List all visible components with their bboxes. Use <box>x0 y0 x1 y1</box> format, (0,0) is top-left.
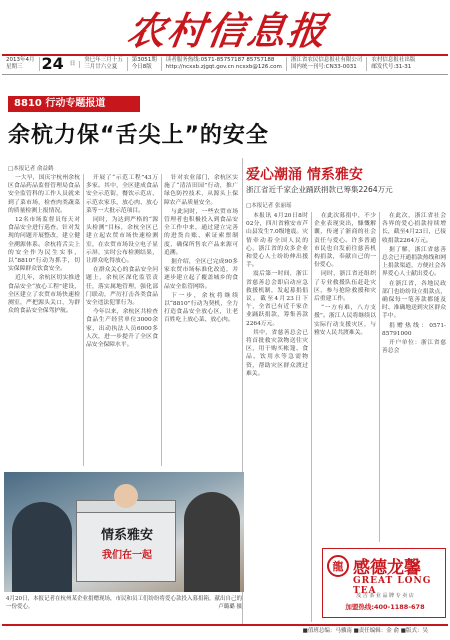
article-paragraph: 本报讯 4月20日8时02分，四川省雅安市芦山县发生7.0级地震。灾情牵动着全国人民的心，浙江省的众多企业和爱心人士纷纷伸出援手。 <box>246 213 308 269</box>
photo-caption <box>6 596 242 611</box>
article-paragraph: 开展了“示范工程”43万多家。其中，全区建成食品安全示范街，餐饮示范店，示范农家乐，放心肉、放心菜等一大批示范项目。 <box>86 175 158 214</box>
date-year-month: 2013年4月 <box>6 57 35 63</box>
article-paragraph: 其中，省慈善总会已将首批救灾款物送往灾区，用于购买帐篷、食品、饮用水等急需物资，帮助灾区群众渡过难关。 <box>246 329 308 377</box>
donation-box-text-2: 我们在一起 <box>102 550 152 561</box>
page-footer: ■值班总编：马骥南 ■责任编辑：金 俞 ■版式：吴 <box>2 624 448 636</box>
page-count: 今日8版 <box>131 64 152 70</box>
photo-person-right <box>184 492 240 592</box>
advertisement[interactable] <box>322 548 446 618</box>
section-bar: 8810 行动专题报道 <box>8 96 140 112</box>
masthead-info-row <box>2 54 448 72</box>
left-story-headline[interactable]: 余杭力保“舌尖上”的安全 <box>8 123 269 148</box>
issue-number: 第3051期 <box>131 57 157 63</box>
news-photo[interactable] <box>4 472 244 592</box>
contact-info <box>162 57 287 71</box>
tea-logo-icon: 龍 <box>327 555 349 577</box>
ad-tagline: 茂 吉 茶 业 品 牌 专 卖 店 <box>356 593 414 599</box>
photo-credit: 卢璐璐 摄 <box>218 603 242 610</box>
cn-number: 国内统一刊号:CN33-0031 <box>290 64 357 70</box>
newspaper-title-text: 农村信息报 <box>124 7 331 53</box>
hotline: 读者服务热线:0571-85757187 85757188 <box>165 57 275 63</box>
right-story-subhead: 浙江省近千家企业踊跃捐款已筹集2264万元 <box>246 185 393 194</box>
publisher: 浙江省农民信息报社有限公司 <box>290 57 363 63</box>
ad-brand-cn: 感德龙馨 <box>353 558 421 578</box>
office-info <box>367 57 419 71</box>
website[interactable]: http://ncxxb.zjgqt.gov.cn ncxxb@126.com <box>165 64 282 70</box>
lunar-line2: 三月廿六立夏 <box>84 64 118 70</box>
article-paragraph: 在此次，浙江省社会各界的爱心捐款持续增长，截至4月23日，已接收捐款2264万元。 <box>382 213 446 244</box>
right-story-col-2 <box>314 212 376 542</box>
ad-brand-en: GREAT LONG TEA <box>353 576 432 596</box>
column-divider <box>311 212 312 622</box>
right-story-byline: □本报记者 张丽瑶 <box>246 203 292 209</box>
article-paragraph: 下一步，余杭将继续以“8810”行动为契机，全力打造食品安全放心区，让老百姓吃上放心菜、放心肉。 <box>164 292 238 324</box>
left-story-col-2 <box>86 174 158 466</box>
article-paragraph: 在浙江省，各地民政部门也纷纷设立捐款点，确保每一笔善款都能及时、准确地送到灾区群众手中。 <box>382 280 446 320</box>
weekday: 星期三 <box>6 64 23 70</box>
donation-box-text-1: 情系雅安 <box>100 528 153 543</box>
postal-code: 邮发代号:31-31 <box>371 64 412 70</box>
article-paragraph: 据了解，浙江省慈善总会已开通捐款热线和网上捐款渠道，方便社会各界爱心人士献出爱心。 <box>382 246 446 278</box>
date-day: 24 <box>41 54 64 73</box>
edition: 农村信息报社出版 <box>371 57 416 63</box>
article-paragraph: 同时，为达到严格的“源头检测”目标，余杭全区已建立起农贸市场快速检测室，在农贸市场设立电子显示屏，实时公布检测结果，让群众吃得放心。 <box>86 217 158 265</box>
article-paragraph: 与此同时，一些农贸市场管理者也积极投入到食品安全工作中来，通过建立完善的进货台账、索证索票制度，确保所售农产品来源可追溯。 <box>164 208 238 256</box>
masthead-divider <box>2 74 448 75</box>
lunar-date <box>80 57 128 71</box>
ad-phone: 加盟热线:400-1188-678 <box>345 603 425 611</box>
column-divider <box>161 174 162 466</box>
photo-hand <box>114 484 138 508</box>
article-paragraph: 震后第一时间，浙江省慈善总会即启动应急救援机制，发起募捐倡议。截至4月23日下午，全省已有近千家企业踊跃捐款，筹集善款2264万元。 <box>246 271 308 327</box>
article-paragraph: 开户单位：浙江省慈善总会 <box>382 340 446 355</box>
article-paragraph: 今年以来，余杭区共检查食品生产经营单位3000余家，出动执法人员6000多人次，进一步提升了全区食品安全保障水平。 <box>86 309 158 349</box>
left-story-byline: □本报记者 俞益鹤 <box>8 166 54 172</box>
publisher-info <box>287 57 368 71</box>
article-paragraph: 据介绍，全区已完成90多家农贸市场标准化改造，并逐步建立起了覆盖城乡的食品安全监管网络。 <box>164 259 238 290</box>
article-paragraph: “一方有难，八方支援”。浙江人民将继续以实际行动支援灾区，与雅安人民共渡难关。 <box>314 305 376 336</box>
issue-info <box>128 57 162 71</box>
article-paragraph: 在此次募捐中，不少企业表现突出，慷慨解囊，传递了浙商的社会责任与爱心。许多普通市民也自发前往慈善机构捐款，奉献自己的一份爱心。 <box>314 213 376 269</box>
masthead <box>0 0 450 74</box>
column-divider <box>379 212 380 542</box>
newspaper-title[interactable] <box>118 4 338 53</box>
article-paragraph: 近几年，余杭区切实推进食品安全“放心工程”建设，全区建立了农贸市场快速检测室，严把源头关口，为群众的食品安全保驾护航。 <box>8 275 80 315</box>
lunar-line1: 癸巳年三月十五 <box>84 57 123 63</box>
article-paragraph: 针对农业部门，余杭区实施了“清洁田园”行动，推广绿色防控技术，从源头上保障农产品质量安全。 <box>164 175 238 206</box>
left-story-col-1 <box>8 174 80 466</box>
day-suffix: 日 <box>66 61 81 68</box>
photo-person-left <box>12 502 72 592</box>
article-paragraph: 12名市场监督员每天对食品安全进行巡查，针对发现的问题开展整改，建立健全溯源体系。余杭将舌尖上的安全作为民生实事，以“8810”行动为抓手，切实保障群众饮食安全。 <box>8 217 80 273</box>
article-paragraph: 捐赠热线：0571-85791000 <box>382 322 446 337</box>
article-paragraph: 同时，浙江省还组织了专业救援队伍赶赴灾区，参与抢险救援和灾后重建工作。 <box>314 271 376 303</box>
right-story-col-3 <box>382 212 446 542</box>
caption-text: 4月20日，本报记者在杭州某企业捐赠现场，市民和员工们纷纷将爱心款投入募捐箱，献出自己的一份爱心。 <box>6 596 243 610</box>
column-divider <box>83 174 84 466</box>
article-paragraph: 一大早，国庆宇杭州余杭区食品药品监督管理局食品安全监管科的工作人员就来到了菜市场，检查肉类蔬菜的质量检测上报情况。 <box>8 175 80 214</box>
left-story-col-3 <box>164 174 238 466</box>
right-story-headline[interactable]: 爱心潮涌 情系雅安 <box>246 167 363 183</box>
date-block <box>2 57 40 71</box>
right-story-col-1 <box>246 212 308 622</box>
article-paragraph: 在群众关心的食品安全问题上，余杭区深化监管责任，落实属地管理，强化部门联动，严厉打击各类食品安全违法犯罪行为。 <box>86 267 158 307</box>
